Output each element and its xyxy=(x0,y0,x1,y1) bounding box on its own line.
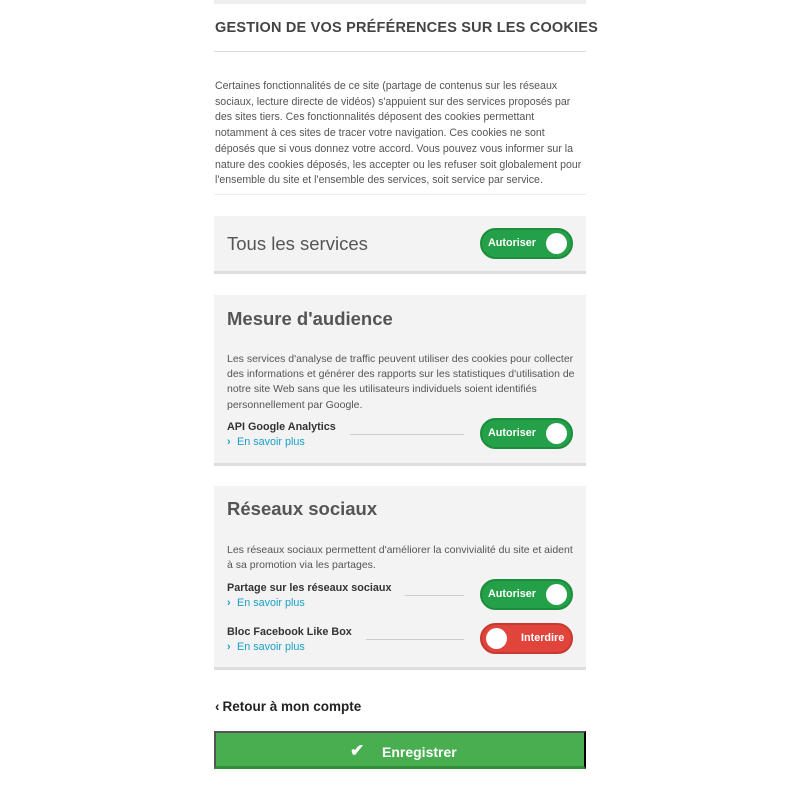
toggle-knob xyxy=(486,628,507,649)
chevron-left-icon: ‹ xyxy=(215,699,220,714)
all-services-label: Tous les services xyxy=(227,233,368,254)
top-divider xyxy=(214,0,586,4)
social-description: Les réseaux sociaux permettent d'améliorer la convivialité du site et aident à sa promotion via les partages. xyxy=(227,544,573,572)
learn-more-link-google-analytics[interactable]: › En savoir plus xyxy=(227,436,305,448)
service-name-google-analytics: API Google Analytics xyxy=(227,421,336,433)
page-title: GESTION DE VOS PRÉFÉRENCES SUR LES COOKIES xyxy=(215,20,599,36)
intro-divider xyxy=(214,194,586,195)
all-services-toggle[interactable] xyxy=(480,228,573,259)
service-name-facebook-like-box: Bloc Facebook Like Box xyxy=(227,626,352,638)
social-card xyxy=(214,486,586,670)
social-sharing-toggle[interactable] xyxy=(480,579,573,610)
save-button-label: Enregistrer xyxy=(382,744,457,760)
row-divider xyxy=(366,639,464,640)
learn-more-link-facebook-like-box[interactable]: › En savoir plus xyxy=(227,641,305,653)
audience-heading: Mesure d'audience xyxy=(227,308,393,329)
chevron-right-icon: › xyxy=(227,436,231,448)
toggle-knob xyxy=(546,423,567,444)
facebook-like-box-toggle[interactable] xyxy=(480,623,573,654)
row-divider xyxy=(405,595,464,596)
toggle-knob xyxy=(546,584,567,605)
audience-description: Les services d'analyse de traffic peuvent utiliser des cookies pour collecter des informations et générer des rapports sur les statistiques d'utilisation de notre site Web sans que les utilisateurs individuels soient identifiés personnellement par Google. xyxy=(227,353,575,411)
chevron-right-icon: › xyxy=(227,641,231,653)
social-heading: Réseaux sociaux xyxy=(227,498,378,519)
toggle-label: Autoriser xyxy=(488,237,536,249)
title-divider xyxy=(214,51,586,52)
service-name-social-sharing: Partage sur les réseaux sociaux xyxy=(227,582,392,594)
save-button[interactable] xyxy=(214,731,586,769)
toggle-label: Interdire xyxy=(521,632,565,644)
check-icon: ✔ xyxy=(350,741,365,760)
toggle-label: Autoriser xyxy=(488,427,536,439)
all-services-card xyxy=(214,216,586,274)
google-analytics-toggle[interactable] xyxy=(480,418,573,449)
audience-card xyxy=(214,295,586,466)
row-divider xyxy=(350,434,464,435)
chevron-right-icon: › xyxy=(227,597,231,609)
toggle-knob xyxy=(546,233,567,254)
back-to-account-link[interactable]: ‹ Retour à mon compte xyxy=(215,699,362,714)
toggle-label: Autoriser xyxy=(488,588,536,600)
learn-more-link-social-sharing[interactable]: › En savoir plus xyxy=(227,597,305,609)
intro-text: Certaines fonctionnalités de ce site (partage de contenus sur les réseaux sociaux, lecture directe de vidéos) s'appuient sur des services proposés par des sites tiers. Ces fonctionnalités déposent des cookies permettant notamment à ces sites de tracer votre navigation. Ces cookies ne sont déposés que si vous donnez votre accord. Vous pouvez vous informer sur la nature des cookies déposés, les accepter ou les refuser soit globalement pour l'ensemble du site et l'ensemble des services, soit service par service. xyxy=(215,80,582,187)
